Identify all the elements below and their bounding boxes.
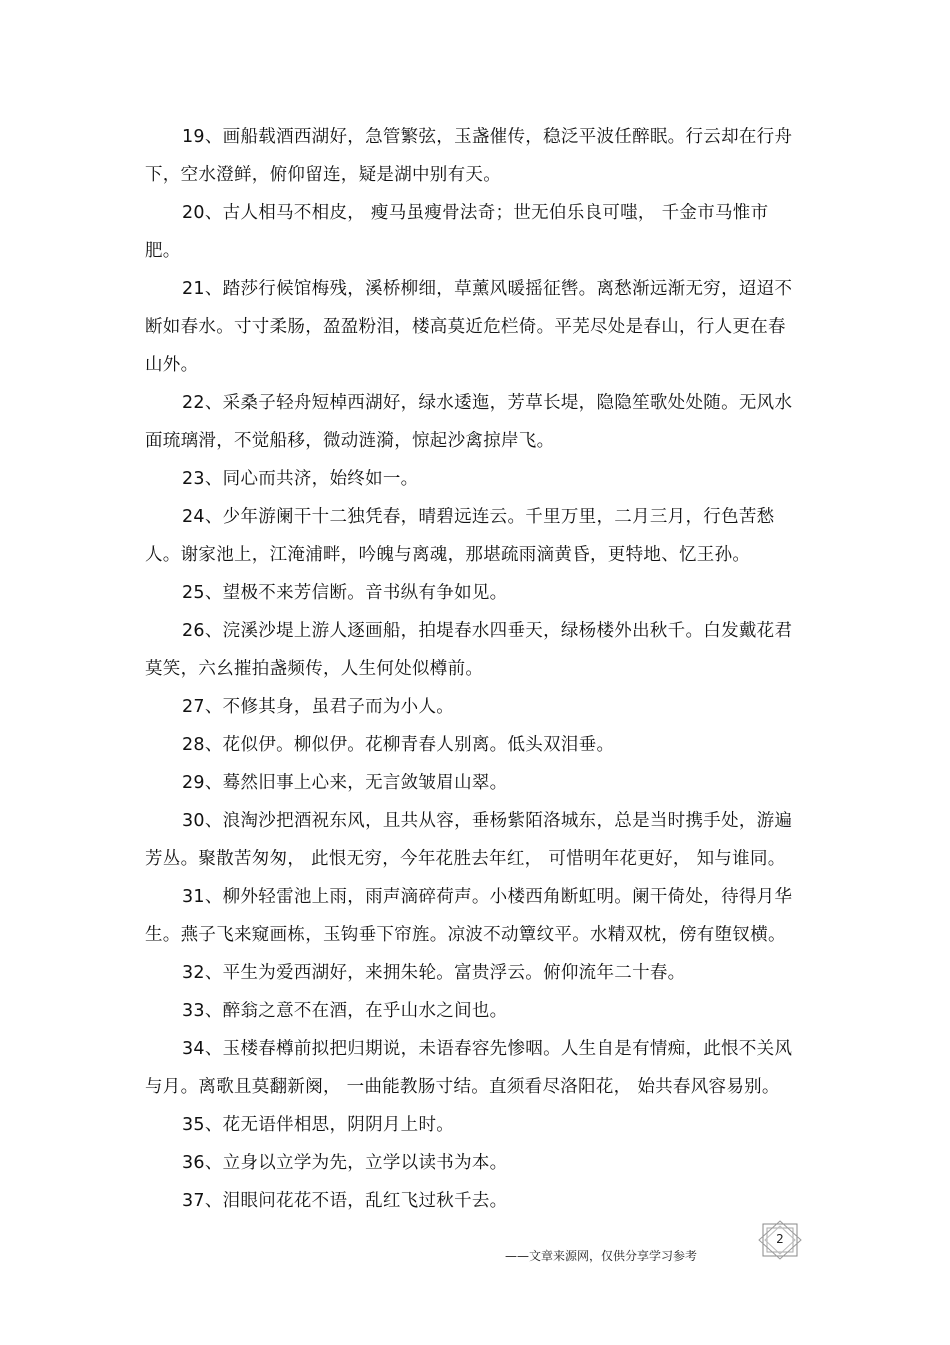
- poem-list: [145, 118, 795, 1220]
- list-item: 29、蓦然旧事上心来，无言敛皱眉山翠。: [182, 773, 508, 793]
- list-item: 32、平生为爱西湖好，来拥朱轮。富贵浮云。俯仰流年二十春。: [182, 963, 686, 983]
- list-item: 34、玉楼春樽前拟把归期说，未语春容先惨咽。人生自是有情痴，此恨不关风与月。离歌且莫翻新阕， 一曲能教肠寸结。直须看尽洛阳花， 始共春风容易别。: [145, 1039, 793, 1097]
- list-item: 22、采桑子轻舟短棹西湖好，绿水逶迤，芳草长堤，隐隐笙歌处处随。无风水面琉璃滑，不觉船移，微动涟漪，惊起沙禽掠岸飞。: [145, 393, 793, 451]
- list-item: 35、花无语伴相思，阴阴月上时。: [182, 1115, 455, 1135]
- list-item: 36、立身以立学为先，立学以读书为本。: [182, 1153, 508, 1173]
- list-item: 37、泪眼问花花不语，乱红飞过秋千去。: [182, 1191, 508, 1211]
- list-item: 24、少年游阑干十二独凭春，晴碧远连云。千里万里，二月三月，行色苦愁人。谢家池上，江淹浦畔，吟魄与离魂，那堪疏雨滴黄昏，更特地、忆王孙。: [145, 507, 775, 565]
- list-item: 23、同心而共济，始终如一。: [182, 469, 419, 489]
- list-item: 30、浪淘沙把酒祝东风，且共从容，垂杨紫陌洛城东，总是当时携手处，游遍芳丛。聚散苦匆匆， 此恨无穷，今年花胜去年红， 可惜明年花更好， 知与谁同。: [145, 811, 793, 869]
- list-item: 20、古人相马不相皮， 瘦马虽瘦骨法奇；世无伯乐良可嗤， 千金市马惟市肥。: [145, 203, 769, 261]
- list-item: 33、醉翁之意不在酒，在乎山水之间也。: [182, 1001, 508, 1021]
- list-item: 27、不修其身，虽君子而为小人。: [182, 697, 455, 717]
- list-item: 28、花似伊。柳似伊。花柳青春人别离。低头双泪垂。: [182, 735, 615, 755]
- list-item: 25、望极不来芳信断。音书纵有争如见。: [182, 583, 508, 603]
- list-item: 19、画船载酒西湖好，急管繁弦，玉盏催传，稳泛平波任醉眠。行云却在行舟下，空水澄鲜，俯仰留连，疑是湖中别有天。: [145, 127, 793, 185]
- page-number: 2: [776, 1232, 784, 1246]
- list-item: 21、踏莎行候馆梅残，溪桥柳细，草薰风暖摇征辔。离愁渐远渐无穷，迢迢不断如春水。寸寸柔肠，盈盈粉泪，楼高莫近危栏倚。平芜尽处是春山，行人更在春山外。: [145, 279, 793, 375]
- footer-note: ——文章来源网，仅供分享学习参考: [505, 1249, 698, 1263]
- list-item: 31、柳外轻雷池上雨，雨声滴碎荷声。小楼西角断虹明。阑干倚处，待得月华生。燕子飞来窥画栋，玉钩垂下帘旌。凉波不动簟纹平。水精双枕，傍有堕钗横。: [145, 887, 793, 945]
- page-number-badge: [757, 1220, 803, 1260]
- list-item: 26、浣溪沙堤上游人逐画船，拍堤春水四垂天，绿杨楼外出秋千。白发戴花君莫笑，六幺摧拍盏频传，人生何处似樽前。: [145, 621, 793, 679]
